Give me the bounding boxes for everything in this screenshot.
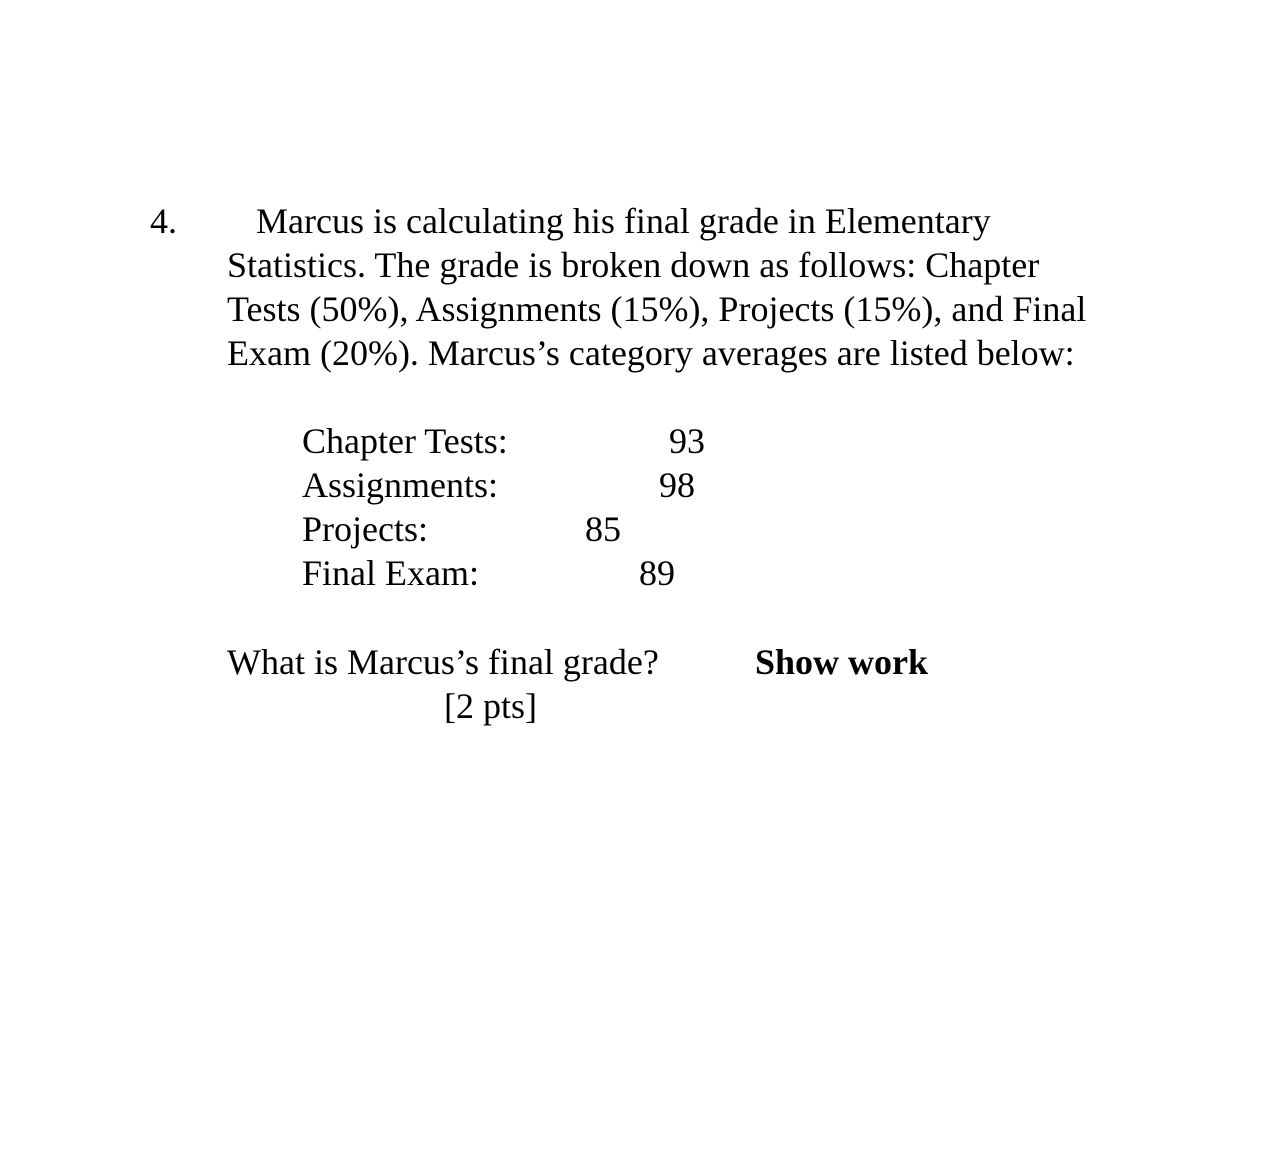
- average-value-projects: 85: [585, 509, 621, 549]
- average-label-chapter-tests: Chapter Tests:: [302, 421, 508, 461]
- question-prompt: What is Marcus’s final grade?: [227, 642, 659, 682]
- question-number: 4.: [150, 201, 177, 241]
- intro-line-4: Exam (20%). Marcus’s category averages are listed below:: [227, 333, 1075, 373]
- average-label-assignments: Assignments:: [302, 465, 499, 505]
- average-label-final-exam: Final Exam:: [302, 553, 479, 593]
- points-label: [2 pts]: [444, 686, 537, 726]
- average-value-assignments: 98: [659, 465, 695, 505]
- show-work-instruction: Show work: [755, 642, 929, 682]
- average-value-final-exam: 89: [639, 553, 675, 593]
- intro-line-3: Tests (50%), Assignments (15%), Projects (15%), and Final: [227, 289, 1087, 329]
- average-label-projects: Projects:: [302, 509, 428, 549]
- average-value-chapter-tests: 93: [669, 421, 705, 461]
- intro-line-2: Statistics. The grade is broken down as follows: Chapter: [227, 245, 1040, 285]
- intro-line-1: Marcus is calculating his final grade in Elementary: [256, 201, 991, 241]
